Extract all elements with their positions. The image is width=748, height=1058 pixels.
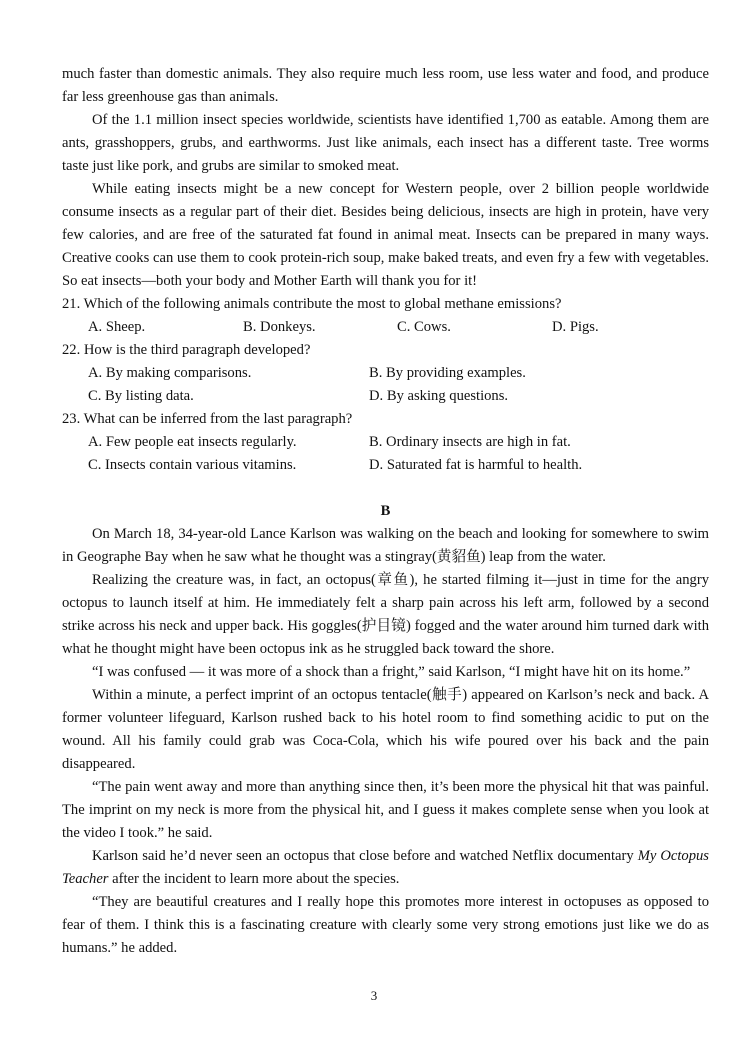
option-c: C. Cows. [397,319,451,335]
option-b: B. By providing examples. [369,365,526,381]
paragraph: Within a minute, a perfect imprint of an octopus tentacle(触手) appeared on Karlson’s neck and back. A former volunteer lifeguard, Karlson rushed back to his hotel room to find something acidic to put on the wound. All his family could grab was Coca-Cola, which his wife poured over his back and the pain disappeared. [62,687,709,772]
paragraph: Of the 1.1 million insect species worldwide, scientists have identified 1,700 as eatable. Among them are ants, grasshoppers, grubs, and earthworms. Just like animals, each insect has a different taste. Tree worms taste just like pork, and grubs are similar to smoked meat. [62,112,709,174]
question-stem: 22. How is the third paragraph developed? [62,342,311,358]
page-content [62,63,709,960]
option-a: A. Few people eat insects regularly. [88,434,297,450]
option-c: C. Insects contain various vitamins. [88,457,297,473]
page-number: 3 [370,988,378,1003]
question-stem: 23. What can be inferred from the last paragraph? [62,411,353,427]
question-23 [62,408,709,477]
paragraph: “The pain went away and more than anything since then, it’s been more the physical hit that was painful. The imprint on my neck is more from the physical hit, and I guess it makes complete sense when you look at the video I took.” he said. [62,779,709,841]
documentary-title: My Octopus Teacher [62,848,709,887]
paragraph: “They are beautiful creatures and I really hope this promotes more interest in octopuses as opposed to fear of them. I think this is a fascinating creature with clearly some very strong emotions just like we do as humans.” he added. [62,894,709,956]
paragraph: Realizing the creature was, in fact, an octopus(章鱼), he started filming it—just in time for the angry octopus to launch itself at him. He immediately felt a sharp pain across his left arm, followed by a second strike across his neck and upper back. His goggles(护目镜) fogged and the water around him turned dark with what he thought might have been octopus ink as he struggled back toward the shore. [62,572,709,657]
paragraph: “I was confused — it was more of a shock than a fright,” said Karlson, “I might have hit on its home.” [92,664,691,680]
text: Karlson said he’d never seen an octopus that close before and watched Netflix documentary [92,848,638,864]
question-22 [62,339,709,408]
text: after the incident to learn more about the species. [108,871,400,887]
option-a: A. Sheep. [88,319,146,335]
paragraph: On March 18, 34-year-old Lance Karlson was walking on the beach and looking for somewhere to swim in Geographe Bay when he saw what he thought was a stingray(黄貂鱼) leap from the water. [62,526,709,565]
option-a: A. By making comparisons. [88,365,252,381]
option-c: C. By listing data. [88,388,194,404]
paragraph: While eating insects might be a new concept for Western people, over 2 billion people worldwide consume insects as a regular part of their diet. Besides being delicious, insects are high in protein, have very few calories, and are free of the saturated fat found in animal meat. Insects can be prepared in many ways. Creative cooks can use them to cook protein-rich soup, make baked treats, and even fry a few with vegetables. So eat insects—both your body and Mother Earth will thank you for it! [62,181,709,289]
option-d: D. By asking questions. [369,388,509,404]
option-b: B. Ordinary insects are high in fat. [369,434,571,450]
paragraph [62,845,709,891]
section-heading: B [380,503,391,519]
question-21 [62,293,709,339]
question-stem: 21. Which of the following animals contribute the most to global methane emissions? [62,296,562,312]
paragraph: much faster than domestic animals. They also require much less room, use less water and food, and produce far less greenhouse gas than animals. [62,66,709,105]
option-d: D. Saturated fat is harmful to health. [369,457,583,473]
option-d: D. Pigs. [552,319,599,335]
option-b: B. Donkeys. [243,319,316,335]
